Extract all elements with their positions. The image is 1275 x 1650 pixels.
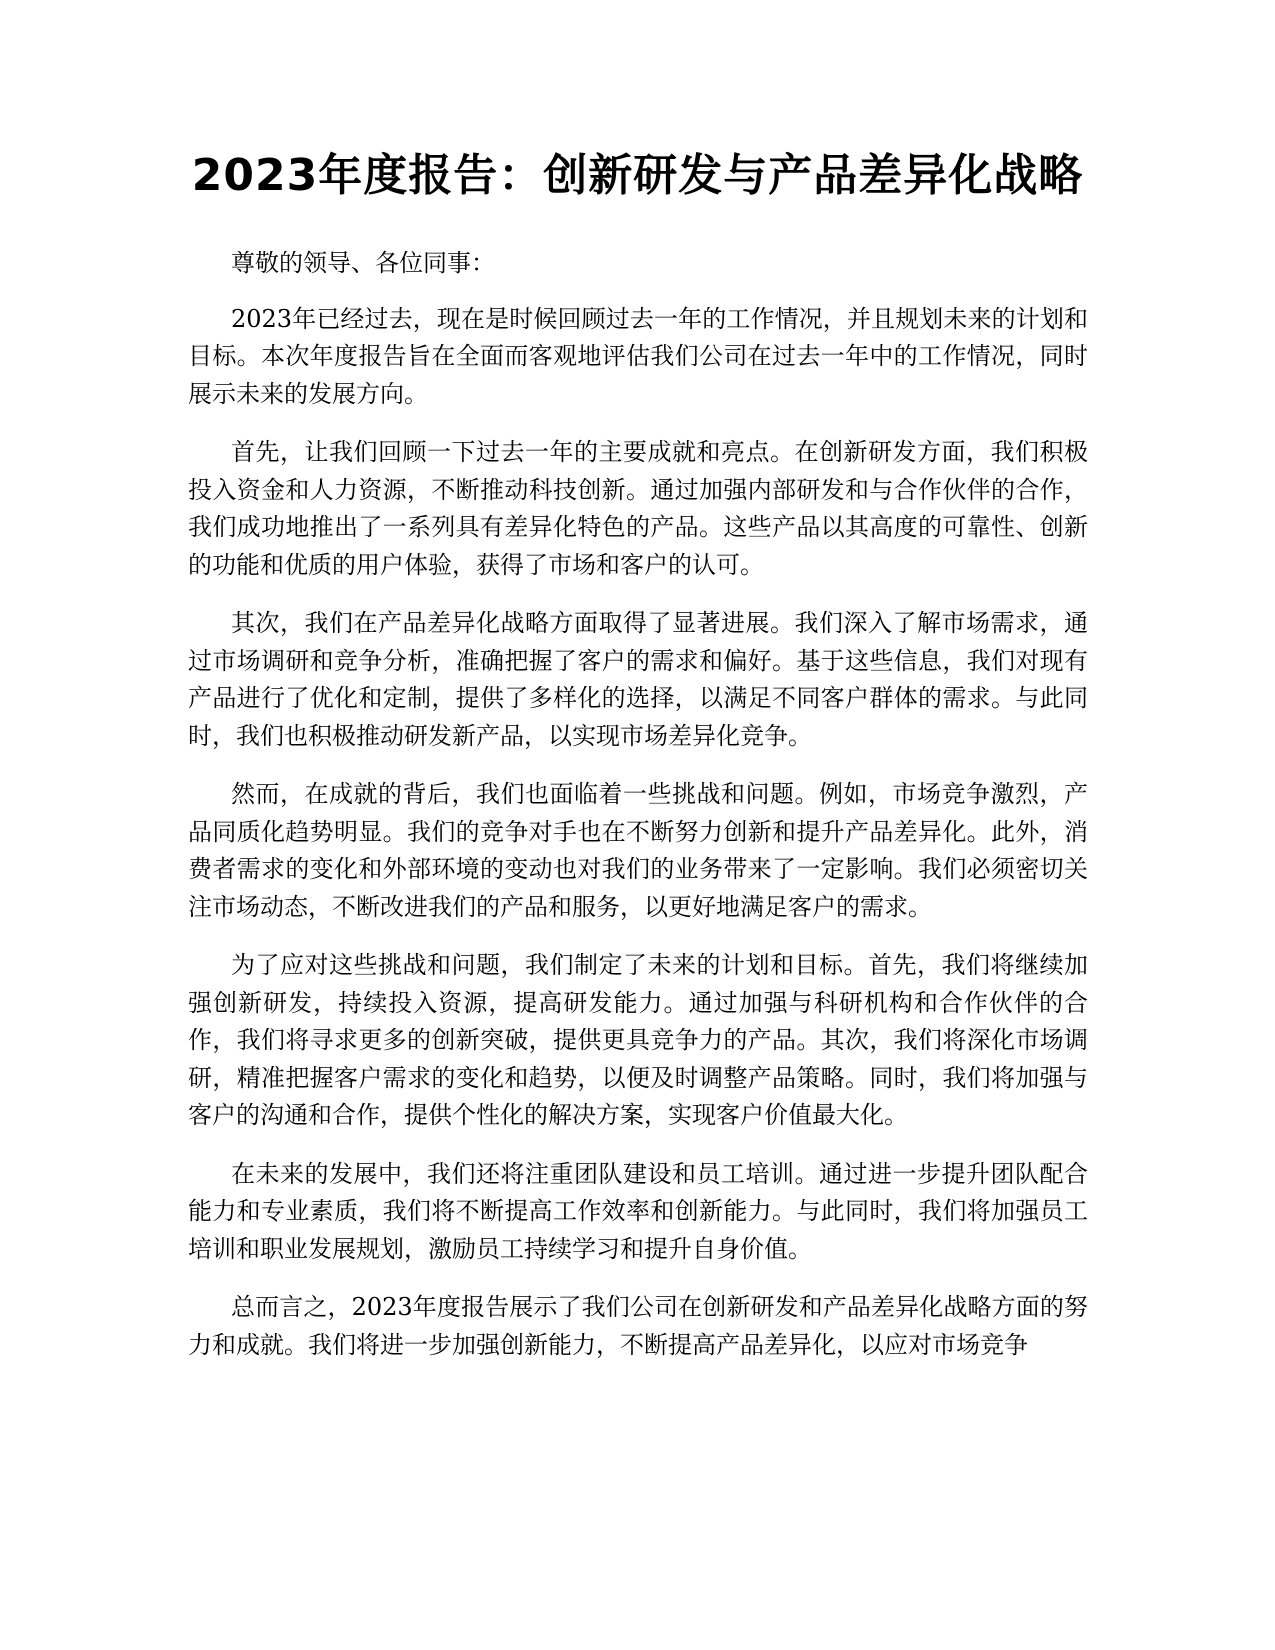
paragraph-challenges: 然而，在成就的背后，我们也面临着一些挑战和问题。例如，市场竞争激烈，产品同质化趋势明显。我们的竞争对手也在不断努力创新和提升产品差异化。此外，消费者需求的变化和外部环境的变动也对我们的业务带来了一定影响。我们必须密切关注市场动态，不断改进我们的产品和服务，以更好地满足客户的需求。 (188, 780, 1088, 921)
document-title: 2023年度报告：创新研发与产品差异化战略 (191, 150, 1084, 201)
paragraph-achievements: 首先，让我们回顾一下过去一年的主要成就和亮点。在创新研发方面，我们积极投入资金和人力资源，不断推动科技创新。通过加强内部研发和与合作伙伴的合作，我们成功地推出了一系列具有差异化特色的产品。这些产品以其高度的可靠性、创新的功能和优质的用户体验，获得了市场和客户的认可。 (188, 438, 1088, 579)
salutation: 尊敬的领导、各位同事： (231, 249, 495, 277)
paragraph-team: 在未来的发展中，我们还将注重团队建设和员工培训。通过进一步提升团队配合能力和专业素质，我们将不断提高工作效率和创新能力。与此同时，我们将加强员工培训和职业发展规划，激励员工持续学习和提升自身价值。 (188, 1159, 1088, 1263)
document-body (188, 245, 1088, 1385)
paragraph-conclusion: 总而言之，2023年度报告展示了我们公司在创新研发和产品差异化战略方面的努力和成就。我们将进一步加强创新能力，不断提高产品差异化，以应对市场竞争 (188, 1293, 1088, 1359)
paragraph-intro: 2023年已经过去，现在是时候回顾过去一年的工作情况，并且规划未来的计划和目标。本次年度报告旨在全面而客观地评估我们公司在过去一年中的工作情况，同时展示未来的发展方向。 (188, 304, 1088, 408)
paragraph-differentiation: 其次，我们在产品差异化战略方面取得了显著进展。我们深入了解市场需求，通过市场调研和竞争分析，准确把握了客户的需求和偏好。基于这些信息，我们对现有产品进行了优化和定制，提供了多样化的选择，以满足不同客户群体的需求。与此同时，我们也积极推动研发新产品，以实现市场差异化竞争。 (188, 609, 1088, 750)
paragraph-plans: 为了应对这些挑战和问题，我们制定了未来的计划和目标。首先，我们将继续加强创新研发，持续投入资源，提高研发能力。通过加强与科研机构和合作伙伴的合作，我们将寻求更多的创新突破，提供更具竞争力的产品。其次，我们将深化市场调研，精准把握客户需求的变化和趋势，以便及时调整产品策略。同时，我们将加强与客户的沟通和合作，提供个性化的解决方案，实现客户价值最大化。 (188, 951, 1088, 1129)
